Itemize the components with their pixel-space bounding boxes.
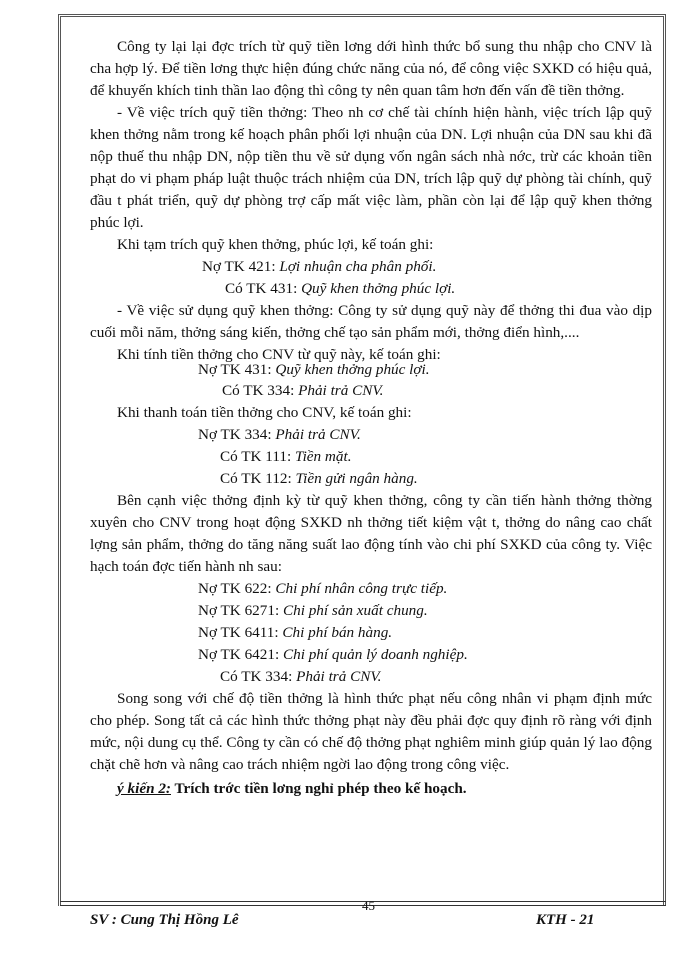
paragraph-5: Khi tính tiền thởng cho CNV từ quỹ này, kế toán ghi: xyxy=(117,346,441,363)
section-heading-label: ý kiến 2: xyxy=(117,780,171,797)
entry-description: Lợi nhuận cha phân phối. xyxy=(279,258,437,275)
entry-description: Tiền mặt. xyxy=(294,448,352,465)
entry-description: Tiền gửi ngân hàng. xyxy=(295,470,418,487)
entry-debit-622 xyxy=(90,578,652,600)
entry-debit-421 xyxy=(90,256,652,278)
entry-account: Nợ TK 334: xyxy=(198,426,276,443)
paragraph-7: Bên cạnh việc thởng định kỳ từ quỹ khen thởng, công ty cần tiến hành thởng thờng xuyên cho CNV trong hoạt động SXKD nh thởng tiết kiệm vật t, thởng do nâng cao chất lợng sản phẩm, thởng do tăng năng suất lao động tính vào chi phí SXKD của công ty. Việc hạch toán đợc tiến hành nh sau: xyxy=(90,492,652,575)
paragraph-3: Khi tạm trích quỹ khen thởng, phúc lợi, kế toán ghi: xyxy=(117,236,434,253)
entry-account: Nợ TK 431: xyxy=(198,361,276,378)
entry-debit-6421 xyxy=(90,644,652,666)
entry-credit-334-b xyxy=(90,666,652,688)
entry-description: Phải trả CNV. xyxy=(298,382,384,399)
entry-debit-334 xyxy=(90,424,652,446)
entry-description: Chi phí bán hàng. xyxy=(282,624,393,641)
entry-account: Nợ TK 6421: xyxy=(198,646,283,663)
entry-debit-6271 xyxy=(90,600,652,622)
entry-account: Có TK 111: xyxy=(220,448,295,465)
section-heading xyxy=(90,778,652,800)
entry-description: Quỹ khen thởng phúc lợi. xyxy=(275,361,430,378)
entry-credit-431 xyxy=(90,278,652,300)
entry-credit-112 xyxy=(90,468,652,490)
entry-description: Phải trả CNV. xyxy=(275,426,361,443)
entry-description: Quỹ khen thởng phúc lợi. xyxy=(301,280,456,297)
entry-account: Nợ TK 6271: xyxy=(198,602,283,619)
entry-account: Có TK 334: xyxy=(222,382,299,399)
entry-account: Có TK 334: xyxy=(220,668,297,685)
body-text xyxy=(90,36,652,800)
entry-account: Nợ TK 622: xyxy=(198,580,276,597)
entry-debit-6411 xyxy=(90,622,652,644)
entry-description: Chi phí sản xuất chung. xyxy=(282,602,428,619)
entry-description: Chi phí quản lý doanh nghiệp. xyxy=(282,646,468,663)
entry-account: Nợ TK 6411: xyxy=(198,624,283,641)
paragraph-4: - Về việc sử dụng quỹ khen thởng: Công ty sử dụng quỹ này để thởng thi đua vào dịp cuối mỗi năm, thởng sáng kiến, thởng chế tạo sản phẩm mới, thởng điển hình,.... xyxy=(90,302,652,341)
entry-description: Chi phí nhân công trực tiếp. xyxy=(275,580,448,597)
entry-account: Nợ TK 421: xyxy=(202,258,280,275)
paragraph-8: Song song với chế độ tiền thởng là hình thức phạt nếu công nhân vi phạm định mức cho phép. Song tất cả các hình thức thởng phạt này đều phải đợc quy định rõ ràng với định mức, nội dung cụ thể. Công ty cần có chế độ thởng phạt nghiêm minh giúp quản lý lao động chặt chẽ hơn và nâng cao trách nhiệm ngời lao động trong công việc. xyxy=(90,690,652,773)
paragraph-6: Khi thanh toán tiền thởng cho CNV, kế toán ghi: xyxy=(117,404,412,421)
entry-account: Có TK 431: xyxy=(225,280,302,297)
footer-class-code: KTH - 21 xyxy=(536,912,595,928)
entry-account: Có TK 112: xyxy=(220,470,296,487)
section-heading-text: Trích trớc tiền lơng nghỉ phép theo kế hoạch. xyxy=(171,780,467,797)
footer-author: SV : Cung Thị Hồng Lê xyxy=(90,912,239,928)
entry-description: Phải trả CNV. xyxy=(296,668,382,685)
page-number: 45 xyxy=(362,898,375,913)
paragraph-1: Công ty lại lại đợc trích từ quỹ tiền lơng dới hình thức bổ sung thu nhập cho CNV là cha hợp lý. Để tiền lơng thực hiện đúng chức năng của nó, để công việc SXKD có hiệu quả, để khuyến khích tinh thần lao động thì công ty nên quan tâm hơn đến vấn đề tiền thởng. xyxy=(90,38,652,99)
entry-credit-334 xyxy=(90,380,652,402)
entry-credit-111 xyxy=(90,446,652,468)
paragraph-2: - Về việc trích quỹ tiền thởng: Theo nh cơ chế tài chính hiện hành, việc trích lập quỹ khen thởng nằm trong kế hoạch phân phối lợi nhuận của DN. Lợi nhuận của DN sau khi đã nộp thuế thu nhập DN, nộp tiền thu về sử dụng vốn ngân sách nhà nớc, trừ các khoản tiền phạt do vi phạm pháp luật thuộc trách nhiệm của DN, trích lập quỹ dự phòng tài chính, quỹ đầu t phát triển, quỹ dự phòng trợ cấp mất việc làm, phần còn lại để lập quỹ khen thởng phúc lợi. xyxy=(90,104,652,231)
